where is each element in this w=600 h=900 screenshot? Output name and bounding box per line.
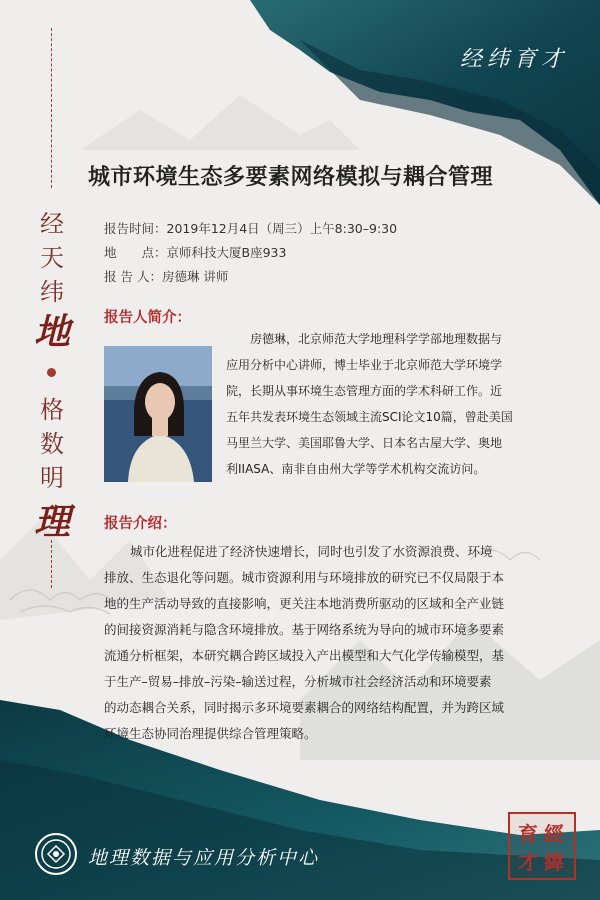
- meta-speaker: [104, 267, 228, 285]
- meta-place: [104, 243, 286, 261]
- intro-line: 环境生态协同治理提供综合管理策略。: [104, 726, 317, 741]
- bio-line: 马里兰大学、美国耶鲁大学、日本名古屋大学、奥地: [226, 436, 503, 450]
- side-char: 格: [40, 396, 64, 424]
- bio-heading: 报告人简介：: [104, 310, 191, 326]
- motto: 经纬育才: [459, 47, 568, 72]
- meta-place-value: 京师科技大厦B座933: [166, 245, 287, 260]
- intro-line: 的间接资源消耗与隐含环境排放。基于网络系统为导向的城市环境多要素: [104, 622, 505, 637]
- vertical-motto-column: [24, 28, 80, 588]
- center-logo-icon: [34, 832, 78, 876]
- side-char-large: 理: [33, 501, 70, 543]
- dashed-line-bottom: [51, 540, 52, 588]
- intro-line: 流通分析框架，本研究耦合跨区域投入产出模型和大气化学传输模型，基: [104, 648, 505, 663]
- seal-char: 育: [518, 822, 538, 846]
- bio-line: 房德琳，北京师范大学地理科学学部地理数据与: [250, 332, 503, 346]
- meta-speaker-value: 房德琳 讲师: [161, 269, 229, 284]
- side-char: 天: [40, 244, 64, 272]
- side-char: 纬: [40, 278, 64, 306]
- dashed-line-top: [51, 28, 52, 188]
- report-title: 城市环境生态多要素网络模拟与耦合管理: [88, 165, 494, 190]
- intro-line: 城市化进程促进了经济快速增长，同时也引发了水资源浪费、环境: [130, 544, 493, 559]
- side-char: 明: [40, 464, 64, 492]
- seal-char: 緯: [544, 850, 564, 874]
- meta-speaker-label: 报 告 人：: [104, 269, 162, 284]
- speaker-portrait-icon: [104, 346, 212, 482]
- meta-time-label: 报告时间：: [104, 221, 167, 236]
- intro-line: 排放、生态退化等问题。城市资源利用与环境排放的研究已不仅局限于本: [104, 570, 505, 585]
- intro-heading: 报告介绍：: [104, 516, 177, 532]
- intro-line: 地的生产活动导致的直接影响，更关注本地消费所驱动的区域和全产业链: [104, 596, 505, 611]
- speaker-photo: [104, 346, 212, 482]
- bio-line: 院，长期从事环境生态管理方面的学术科研工作。近: [226, 384, 503, 398]
- bio-line: 利IIASA、南非自由州大学等学术机构交流访问。: [226, 462, 486, 476]
- intro-line: 于生产–贸易–排放–污染–输送过程，分析城市社会经济活动和环境要素: [104, 674, 492, 689]
- seal-char: 經: [544, 822, 564, 846]
- side-char-large: 地: [33, 311, 70, 353]
- meta-time: [104, 219, 397, 237]
- meta-time-value: 2019年12月4日（周三）上午8:30–9:30: [166, 221, 398, 236]
- separator-dot: [47, 368, 56, 377]
- side-char: 经: [40, 210, 64, 238]
- meta-place-label: 地 点：: [104, 245, 167, 260]
- seal-char: 才: [518, 850, 538, 874]
- footer-organization: 地理数据与应用分析中心: [88, 847, 320, 869]
- bio-line: 应用分析中心讲师，博士毕业于北京师范大学环境学: [226, 358, 503, 372]
- side-char: 数: [40, 430, 64, 458]
- bio-line: 五年共发表环境生态领域主流SCI论文10篇，曾赴美国: [226, 410, 513, 424]
- seal-stamp: [508, 812, 576, 880]
- intro-line: 的动态耦合关系，同时揭示多环境要素耦合的网络结构配置，并为跨区域: [104, 700, 505, 715]
